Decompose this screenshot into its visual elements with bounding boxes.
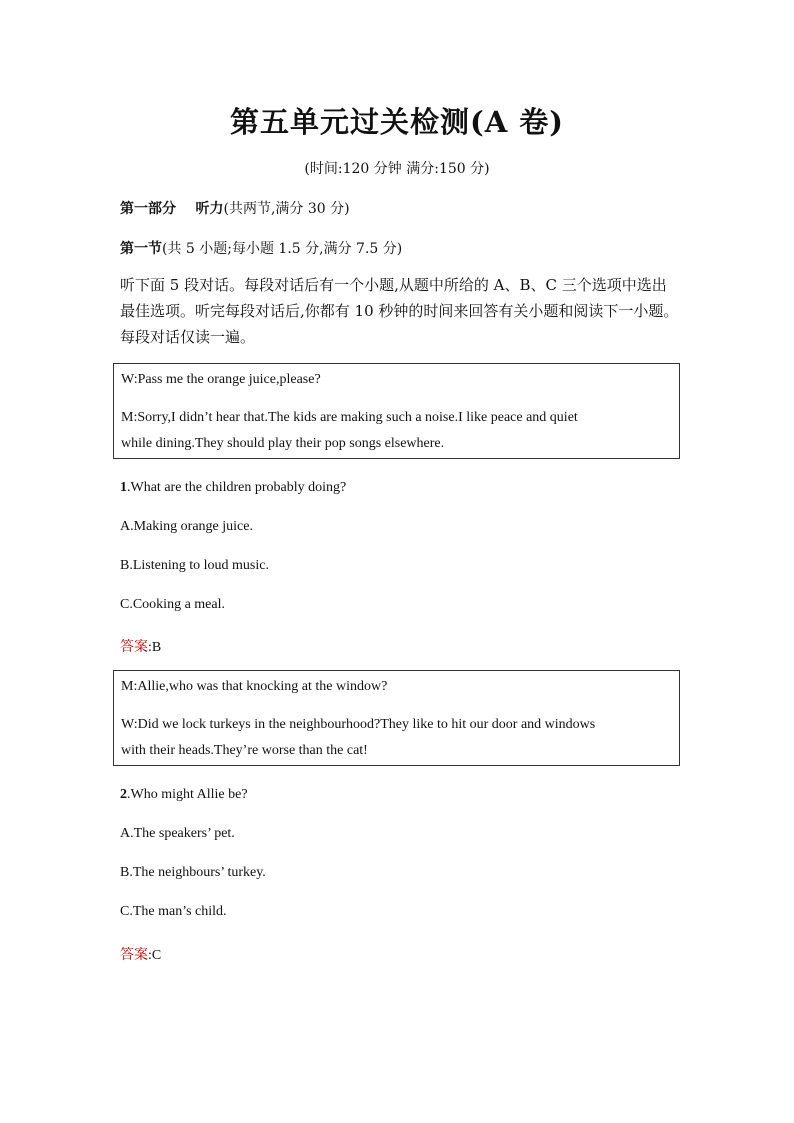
answer-label: 答案 [120, 640, 148, 655]
option-a: A.The speakers’ pet. [120, 826, 235, 841]
answer-line [120, 636, 161, 656]
dialogue-line: M:Allie,who was that knocking at the window? [121, 679, 388, 694]
option-a: A.Making orange juice. [120, 519, 253, 534]
section-note: (共 5 小题;每小题 1.5 分,满分 7.5 分) [162, 241, 403, 257]
answer-line [120, 944, 161, 964]
dialogue-box [113, 670, 680, 766]
dialogue-box [113, 363, 680, 459]
section-label: 第一节 [120, 241, 162, 257]
section-heading [120, 238, 402, 258]
question-stem [120, 787, 248, 803]
option-b: B.Listening to loud music. [120, 558, 269, 573]
dialogue-line: W:Did we lock turkeys in the neighbourhood?They like to hit our door and windows [121, 717, 596, 732]
question-stem [120, 480, 346, 496]
dialogue-line: W:Pass me the orange juice,please? [121, 372, 321, 387]
dialogue-line: with their heads.They’re worse than the cat! [121, 743, 368, 758]
dialogue-line: while dining.They should play their pop songs elsewhere. [121, 436, 445, 451]
exam-time-score: (时间:120 分钟 满分:150 分) [304, 161, 490, 177]
part-heading [120, 198, 350, 218]
option-b: B.The neighbours’ turkey. [120, 865, 266, 880]
dialogue-line: M:Sorry,I didn’t hear that.The kids are making such a noise.I like peace and quiet [121, 410, 578, 425]
part-note: (共两节,满分 30 分) [223, 201, 350, 217]
question-text: .What are the children probably doing? [127, 480, 347, 495]
instructions-paragraph: 听下面 5 段对话。每段对话后有一个小题,从题中所给的 A、B、C 三个选项中选出最佳选项。听完每段对话后,你都有 10 秒钟的时间来回答有关小题和阅读下一小题。每段对话仅读一遍。 [120, 276, 679, 346]
answer-label: 答案 [120, 948, 148, 963]
option-c: C.Cooking a meal. [120, 597, 225, 612]
question-number: 2 [120, 787, 127, 802]
option-c: C.The man’s child. [120, 904, 227, 919]
answer-value: :B [148, 640, 162, 655]
part-label: 第一部分 [120, 201, 176, 217]
answer-value: :C [148, 948, 162, 963]
page-title: 第五单元过关检测(A 卷) [229, 105, 565, 139]
question-number: 1 [120, 480, 127, 495]
part-title: 听力 [195, 201, 224, 217]
question-text: .Who might Allie be? [127, 787, 248, 802]
